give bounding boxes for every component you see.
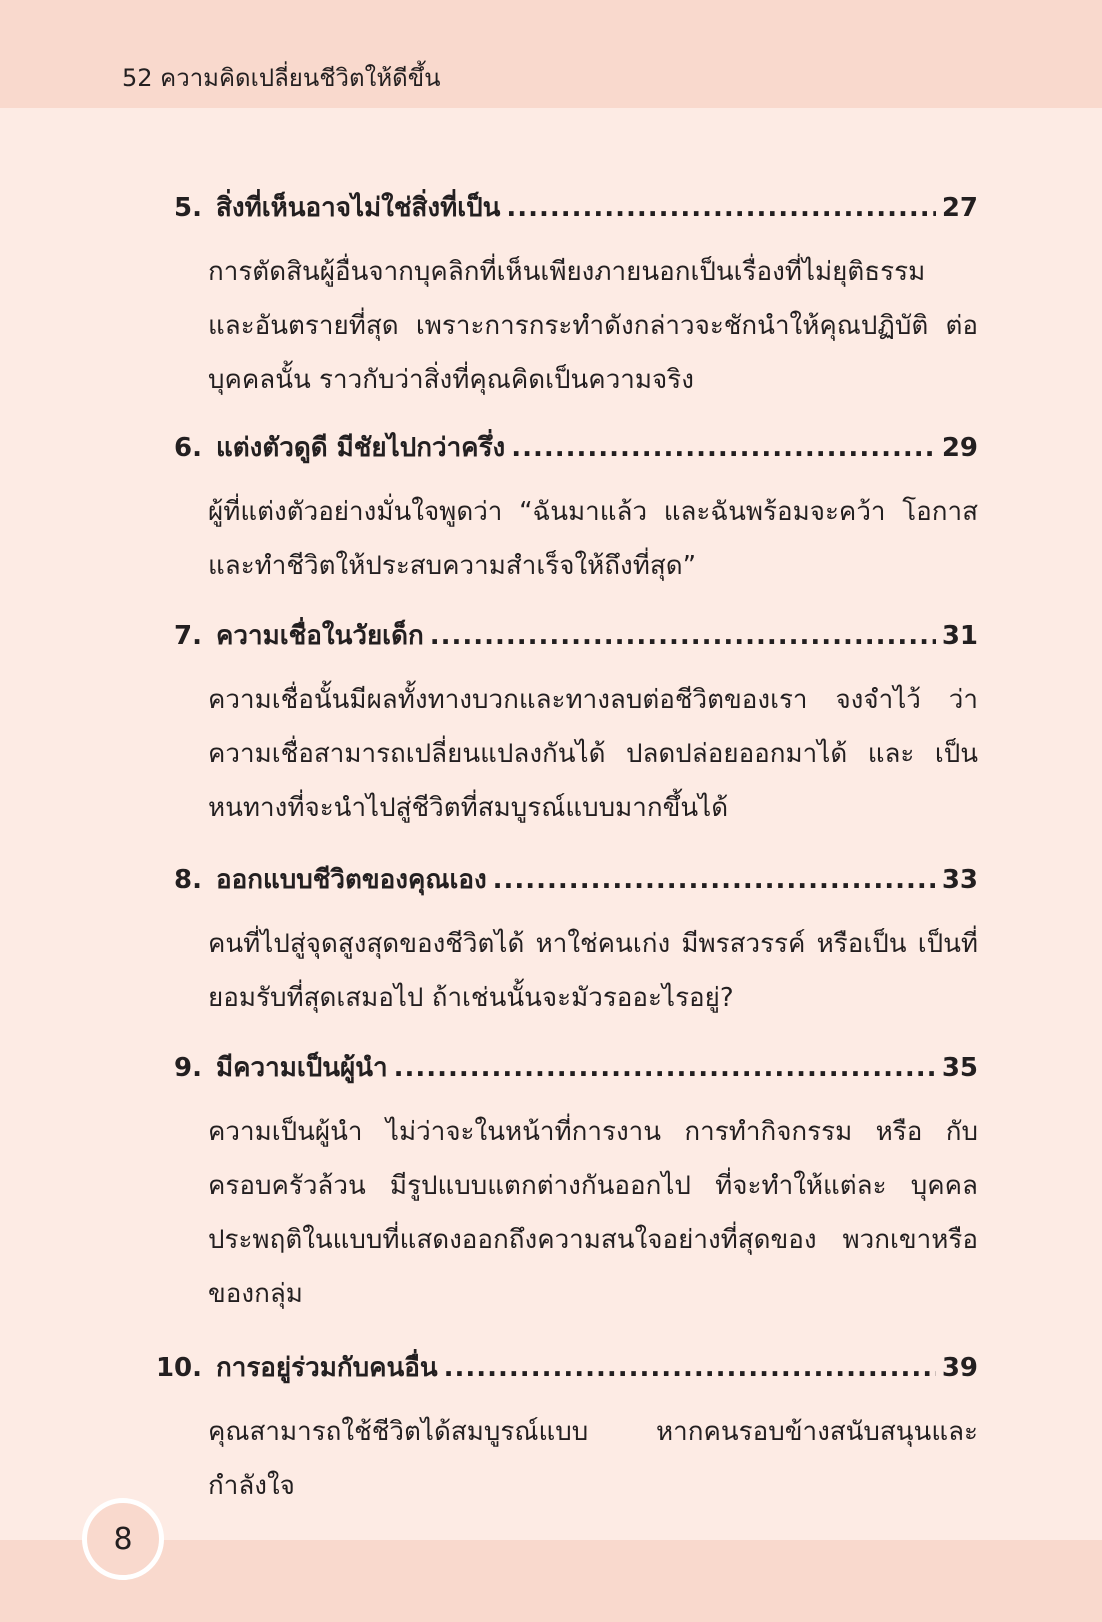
entry-title: การอยู่ร่วมกับคนอื่น — [216, 1353, 438, 1383]
dot-leader — [430, 614, 936, 658]
toc-entry-heading[interactable] — [150, 1046, 978, 1090]
entry-number: 10. — [155, 1353, 202, 1383]
entry-page-number: 33 — [941, 865, 978, 895]
entry-number: 8. — [174, 865, 202, 895]
dot-leader — [506, 186, 935, 230]
entry-description: การตัดสินผู้อื่นจากบุคลิกที่เห็นเพียงภายนอกเป็นเรื่องที่ไม่ยุติธรรม และอันตรายที่สุด เพราะการกระทำดังกล่าวจะชักนำให้คุณปฏิบัติ ต่อบุคคลนั้น ราวกับว่าสิ่งที่คุณคิดเป็นความจริง — [208, 257, 978, 395]
dot-leader — [394, 1046, 936, 1090]
entry-page-number: 39 — [941, 1353, 978, 1383]
entry-title: ความเชื่อในวัยเด็ก — [216, 621, 424, 651]
toc-entry-heading[interactable] — [150, 614, 978, 658]
entry-number: 7. — [174, 621, 202, 651]
entry-number: 6. — [174, 433, 202, 463]
entry-description: ความเป็นผู้นำ ไม่ว่าจะในหน้าที่การงาน การทำกิจกรรม หรือ กับครอบครัวล้วน มีรูปแบบแตกต่างกันออกไป ที่จะทำให้แต่ละ บุคคลประพฤติในแบบที่แสดงออกถึงความสนใจอย่างที่สุดของ พวกเขาหรือของกลุ่ม — [208, 1117, 978, 1309]
entry-description: คนที่ไปสู่จุดสูงสุดของชีวิตได้ หาใช่คนเก่ง มีพรสวรรค์ หรือเป็น เป็นที่ยอมรับที่สุดเสมอไป ถ้าเช่นนั้นจะมัวรออะไรอยู่? — [208, 929, 978, 1013]
dot-leader — [444, 1346, 936, 1390]
toc-entry-heading[interactable] — [150, 1346, 978, 1390]
entry-title: สิ่งที่เห็นอาจไม่ใช่สิ่งที่เป็น — [216, 193, 501, 223]
page-number-badge — [82, 1498, 164, 1580]
running-head: 52 ความคิดเปลี่ยนชีวิตให้ดีขึ้น — [122, 64, 441, 92]
entry-description: ผู้ที่แต่งตัวอย่างมั่นใจพูดว่า “ฉันมาแล้ว และฉันพร้อมจะคว้า โอกาส และทำชีวิตให้ประสบความสำเร็จให้ถึงที่สุด” — [208, 497, 978, 581]
entry-title: แต่งตัวดูดี มีชัยไปกว่าครึ่ง — [216, 433, 506, 463]
entry-title: ออกแบบชีวิตของคุณเอง — [216, 865, 487, 895]
entry-page-number: 35 — [941, 1053, 978, 1083]
entry-description: คุณสามารถใช้ชีวิตได้สมบูรณ์แบบ หากคนรอบข้างสนับสนุนและ กำลังใจ — [208, 1417, 978, 1501]
entry-number: 5. — [174, 193, 202, 223]
entry-page-number: 27 — [941, 193, 978, 223]
footer-bar — [0, 1540, 1102, 1622]
toc-entry-heading[interactable] — [150, 858, 978, 902]
entry-page-number: 29 — [941, 433, 978, 463]
dot-leader — [493, 858, 936, 902]
entry-page-number: 31 — [941, 621, 978, 651]
page-number: 8 — [113, 1521, 133, 1557]
toc-entry-heading[interactable] — [150, 186, 978, 230]
entry-title: มีความเป็นผู้นำ — [216, 1053, 388, 1083]
entry-description: ความเชื่อนั้นมีผลทั้งทางบวกและทางลบต่อชีวิตของเรา จงจำไว้ ว่าความเชื่อสามารถเปลี่ยนแปลงกันได้ ปลดปล่อยออกมาได้ และ เป็นหนทางที่จะนำไปสู่ชีวิตที่สมบูรณ์แบบมากขึ้นได้ — [208, 685, 978, 823]
dot-leader — [511, 426, 936, 470]
entry-number: 9. — [174, 1053, 202, 1083]
toc-entry-heading[interactable] — [150, 426, 978, 470]
